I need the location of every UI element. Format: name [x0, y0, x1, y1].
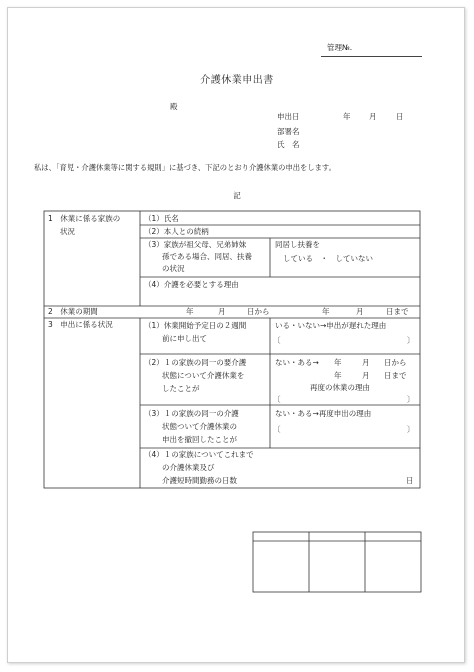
prior-leave-day-from: 日から	[384, 358, 407, 367]
prior-leave-answer: ない・ある→	[275, 358, 319, 367]
prior-leave-month1: 月	[362, 358, 370, 367]
period-year2: 年	[322, 307, 330, 316]
withdrawal-bracket-open: 〔	[273, 425, 281, 434]
total-days-unit: 日	[406, 476, 414, 485]
cohabit-label: 同居し扶養を	[275, 240, 320, 249]
re-leave-bracket-open: 〔	[273, 395, 281, 404]
withdrawal-bracket-close: 〕	[407, 425, 415, 434]
total-days-line3: 介護短時間勤務の日数	[162, 476, 237, 485]
period-month1: 月	[218, 307, 226, 316]
apply-month-label: 月	[369, 112, 377, 121]
prior-leave-line1: （2）１の家族の同一の要介護	[144, 358, 247, 367]
total-days-line2: の介護休業及び	[162, 463, 215, 472]
period-month2: 月	[356, 307, 364, 316]
cohabit-options: している ・ していない	[283, 254, 373, 263]
addressee-suffix: 殿	[170, 102, 178, 111]
family-status-line3: の状況	[162, 264, 185, 273]
relation-row-label: （2）本人との続柄	[144, 227, 209, 236]
period-day-from: 日から	[247, 307, 270, 316]
prior-leave-year1: 年	[334, 358, 342, 367]
family-status-line1: （3）家族が祖父母、兄弟姉妹	[144, 240, 247, 249]
section2-label: 2 休業の期間	[48, 307, 98, 316]
withdrawal-line3: 申出を撤回したことが	[162, 435, 237, 444]
family-name-row-label: （1）氏名	[144, 214, 179, 223]
page-title: 介護休業申出書	[200, 75, 274, 86]
notice-bracket-open: 〔	[273, 336, 281, 345]
total-days-line1: （4）１の家族についてこれまで	[144, 450, 254, 459]
notice-row-line2: 前に申し出て	[162, 334, 207, 343]
section1-label-line2: 状況	[60, 227, 75, 236]
re-leave-bracket-close: 〕	[407, 395, 415, 404]
notice-answer: いる・いない→申出が遅れた理由	[275, 321, 387, 330]
apply-year-label: 年	[343, 112, 351, 121]
re-leave-reason-label: 再度の休業の理由	[310, 383, 370, 392]
intro-text: 私は、「育児・介護休業等に関する規則」に基づき、下記のとおり介護休業の申出をします。	[34, 163, 336, 172]
prior-leave-month2: 月	[362, 371, 370, 380]
apply-date-label: 申出日	[277, 112, 300, 121]
period-year1: 年	[186, 307, 194, 316]
name-label: 氏 名	[277, 140, 300, 149]
management-number-label: 管理№.	[327, 43, 353, 52]
department-label: 部署名	[277, 127, 300, 136]
care-reason-row-label: （4）介護を必要とする理由	[144, 280, 239, 289]
section1-label-line1: 1 休業に係る家族の	[48, 214, 121, 223]
family-status-line2: 孫である場合、同居、扶養	[162, 252, 252, 261]
withdrawal-line2: 状態ついて介護休業の	[162, 422, 237, 431]
section3-label: 3 申出に係る状況	[48, 320, 113, 329]
period-day-until: 日まで	[386, 307, 409, 316]
prior-leave-line2: 状態について介護休業を	[162, 371, 245, 380]
notice-row-line1: （1）休業開始予定日の２週間	[144, 321, 247, 330]
prior-leave-year2: 年	[334, 371, 342, 380]
withdrawal-answer: ない・ある→再度申出の理由	[275, 409, 372, 418]
prior-leave-day-until: 日まで	[384, 371, 407, 380]
prior-leave-line3: したことが	[162, 384, 200, 393]
notice-bracket-close: 〕	[407, 336, 415, 345]
ki-heading: 記	[233, 191, 241, 200]
withdrawal-line1: （3）１の家族の同一の介護	[144, 409, 239, 418]
apply-day-label: 日	[396, 112, 404, 121]
